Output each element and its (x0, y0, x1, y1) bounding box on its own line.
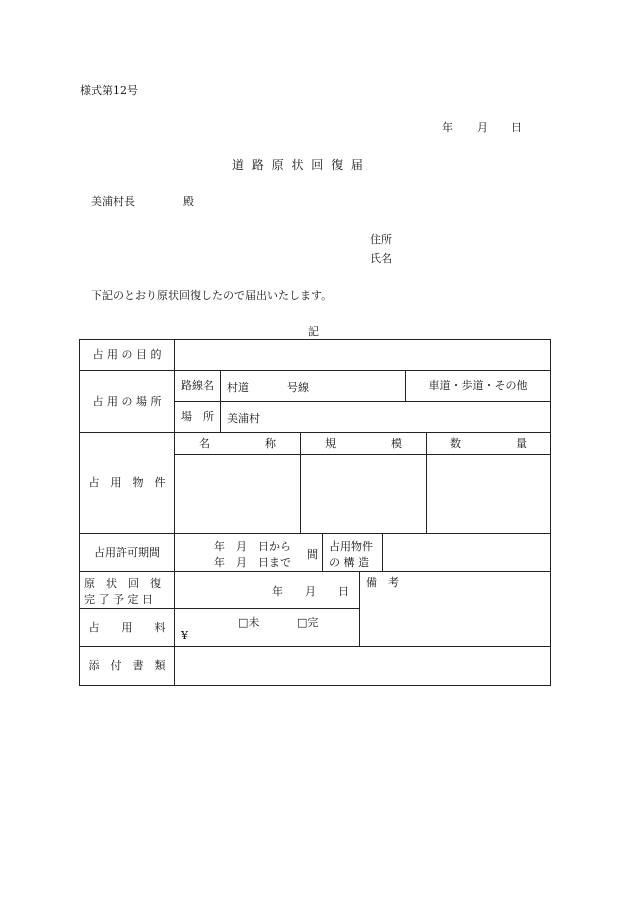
attachments-label: 添 付 書 類 (88, 659, 166, 673)
col-name: 名 称 (199, 436, 276, 450)
addressee-name: 美浦村長 (91, 195, 135, 208)
col-quantity: 数 量 (450, 436, 527, 450)
statement-text: 下記のとおり原状回復したので届出いたします。 (91, 289, 333, 302)
attachments-field[interactable] (175, 647, 550, 685)
route-number: 号線 (287, 381, 309, 394)
form-number: 様式第12号 (80, 84, 138, 97)
address-label: 住所 (370, 233, 392, 246)
location-label: 占 用 の 場 所 (92, 394, 162, 408)
fee-paid-checkbox[interactable]: □完 (297, 616, 319, 629)
route-types: 車道・歩道・その他 (428, 379, 528, 393)
place-value: 美浦村 (227, 412, 260, 425)
fee-unpaid-checkbox[interactable]: □未 (238, 616, 260, 629)
structure-label-2: の 構 造 (329, 556, 369, 569)
date-year: 年 (442, 121, 453, 134)
structure-label-1: 占用物件 (329, 540, 373, 553)
restore-label-1: 原 状 回 復 (84, 577, 161, 590)
date-day: 日 (511, 121, 522, 134)
fee-label: 占 用 料 (88, 620, 166, 634)
period-label: 占用許可期間 (94, 545, 160, 559)
date-month: 月 (477, 121, 488, 134)
route-label: 路線名 (181, 379, 214, 393)
structure-field[interactable] (383, 534, 550, 571)
route-village: 村道 (227, 381, 249, 394)
period-to: 年 月 日まで (214, 556, 291, 569)
remarks-field[interactable] (360, 590, 550, 646)
addressee-honorific: 殿 (183, 195, 194, 208)
name-label: 氏名 (370, 252, 392, 265)
objects-label: 占 用 物 件 (88, 476, 166, 490)
purpose-label: 占 用 の 目 的 (92, 348, 162, 362)
place-label: 場 所 (181, 410, 214, 424)
purpose-field[interactable] (175, 340, 550, 370)
period-between: 間 (307, 548, 318, 561)
document-title: 道 路 原 状 回 復 届 (232, 158, 365, 172)
object-quantity-field[interactable] (427, 455, 550, 533)
restore-label-2: 完 了 予 定 日 (84, 593, 153, 606)
object-name-field[interactable] (175, 455, 300, 533)
ki-label: 記 (308, 325, 319, 338)
object-scale-field[interactable] (301, 455, 426, 533)
restore-date: 年 月 日 (272, 585, 349, 598)
fee-currency: ¥ (181, 629, 188, 642)
remarks-label: 備 考 (366, 576, 399, 589)
col-scale: 規 模 (325, 436, 402, 450)
period-from: 年 月 日から (214, 540, 291, 553)
